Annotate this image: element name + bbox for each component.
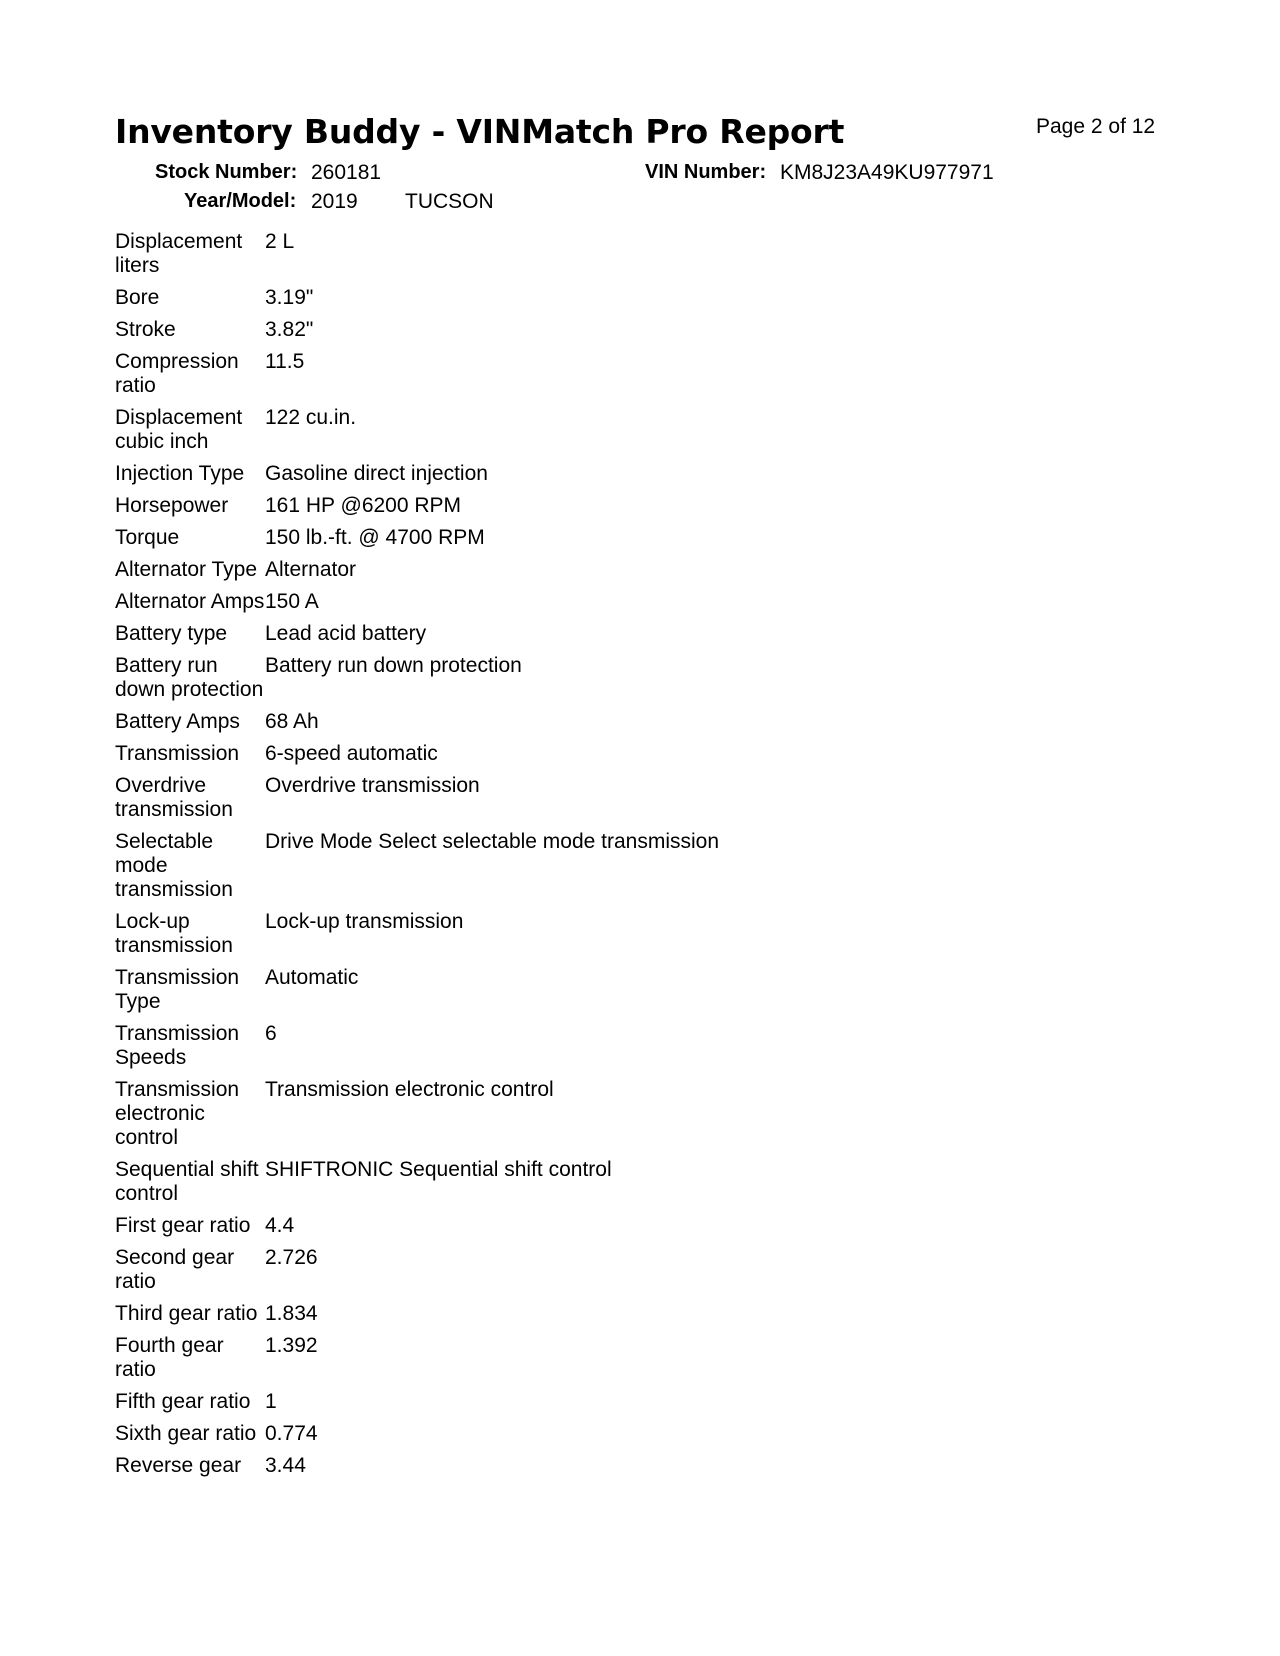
spec-table: [115, 230, 719, 1486]
spec-label: Compression ratio: [115, 350, 239, 397]
spec-value: 6-speed automatic: [265, 742, 438, 765]
spec-label: Second gear ratio: [115, 1246, 235, 1293]
spec-value: Gasoline direct injection: [265, 462, 488, 485]
spec-row: [115, 910, 719, 966]
spec-value: 150 A: [265, 590, 319, 613]
spec-value: 3.44: [265, 1454, 306, 1477]
spec-value: Alternator: [265, 558, 357, 581]
spec-label: Battery run down protection: [115, 654, 264, 701]
spec-table-body: [115, 230, 719, 1486]
spec-row: [115, 406, 719, 462]
spec-row: [115, 462, 719, 494]
spec-row: [115, 1158, 719, 1214]
spec-value: Lead acid battery: [265, 622, 427, 645]
spec-value: Drive Mode Select selectable mode transmission: [265, 830, 720, 853]
spec-value: Automatic: [265, 966, 359, 989]
spec-row: [115, 774, 719, 830]
spec-label: Transmission Type: [115, 966, 240, 1013]
spec-row: [115, 1422, 719, 1454]
year-model-label: Year/Model:: [184, 190, 297, 212]
page-indicator: Page 2 of 12: [1036, 115, 1156, 138]
spec-value: 2 L: [265, 230, 295, 253]
spec-row: [115, 1390, 719, 1422]
spec-label: Alternator Amps: [115, 590, 265, 613]
spec-label: Transmission electronic control: [115, 1078, 240, 1149]
spec-row: [115, 622, 719, 654]
spec-label: Displacement liters: [115, 230, 243, 277]
spec-row: [115, 1246, 719, 1302]
spec-value: 3.19": [265, 286, 314, 309]
spec-label: Sixth gear ratio: [115, 1422, 257, 1445]
spec-value: Battery run down protection: [265, 654, 522, 677]
spec-value: Overdrive transmission: [265, 774, 480, 797]
spec-row: [115, 1334, 719, 1390]
spec-value: 2.726: [265, 1246, 318, 1269]
spec-label: Alternator Type: [115, 558, 258, 581]
spec-row: [115, 526, 719, 558]
spec-row: [115, 830, 719, 910]
spec-label: Displacement cubic inch: [115, 406, 243, 453]
spec-label: Third gear ratio: [115, 1302, 258, 1325]
spec-value: SHIFTRONIC Sequential shift control: [265, 1158, 612, 1181]
spec-row: [115, 1022, 719, 1078]
spec-row: [115, 1078, 719, 1158]
spec-row: [115, 742, 719, 774]
spec-label: Battery type: [115, 622, 228, 645]
spec-row: [115, 1454, 719, 1486]
spec-value: Lock-up transmission: [265, 910, 464, 933]
model-value: TUCSON: [405, 190, 494, 213]
spec-label: Lock-up transmission: [115, 910, 233, 957]
spec-value: 4.4: [265, 1214, 295, 1237]
report-title: Inventory Buddy - VINMatch Pro Report: [115, 112, 845, 151]
spec-value: 0.774: [265, 1422, 318, 1445]
spec-label: First gear ratio: [115, 1214, 251, 1237]
vin-number-value: KM8J23A49KU977971: [780, 161, 994, 184]
spec-label: Reverse gear: [115, 1454, 242, 1477]
spec-row: [115, 318, 719, 350]
vin-number-label: VIN Number:: [645, 161, 767, 183]
spec-row: [115, 654, 719, 710]
spec-row: [115, 1214, 719, 1246]
spec-row: [115, 1302, 719, 1334]
spec-row: [115, 230, 719, 286]
spec-value: 3.82": [265, 318, 314, 341]
spec-value: 1.834: [265, 1302, 318, 1325]
spec-row: [115, 590, 719, 622]
spec-value: 11.5: [265, 350, 305, 373]
spec-label: Sequential shift control: [115, 1158, 259, 1205]
spec-label: Horsepower: [115, 494, 229, 517]
spec-value: 122 cu.in.: [265, 406, 357, 429]
spec-label: Selectable mode transmission: [115, 830, 233, 901]
spec-row: [115, 494, 719, 526]
spec-value: 150 lb.-ft. @ 4700 RPM: [265, 526, 485, 549]
spec-row: [115, 350, 719, 406]
spec-label: Battery Amps: [115, 710, 240, 733]
spec-label: Injection Type: [115, 462, 245, 485]
spec-label: Stroke: [115, 318, 176, 341]
spec-label: Fourth gear ratio: [115, 1334, 224, 1381]
spec-value: 1: [265, 1390, 277, 1413]
spec-value: 161 HP @6200 RPM: [265, 494, 462, 517]
spec-label: Overdrive transmission: [115, 774, 233, 821]
spec-label: Transmission Speeds: [115, 1022, 240, 1069]
spec-label: Transmission: [115, 742, 240, 765]
stock-number-value: 260181: [311, 161, 382, 184]
spec-label: Torque: [115, 526, 180, 549]
spec-row: [115, 286, 719, 318]
spec-row: [115, 710, 719, 742]
spec-row: [115, 558, 719, 590]
spec-value: 1.392: [265, 1334, 318, 1357]
year-value: 2019: [311, 190, 358, 213]
spec-row: [115, 966, 719, 1022]
stock-number-label: Stock Number:: [155, 161, 298, 183]
spec-label: Fifth gear ratio: [115, 1390, 251, 1413]
spec-value: 6: [265, 1022, 277, 1045]
spec-label: Bore: [115, 286, 160, 309]
spec-value: Transmission electronic control: [265, 1078, 554, 1101]
spec-value: 68 Ah: [265, 710, 319, 733]
